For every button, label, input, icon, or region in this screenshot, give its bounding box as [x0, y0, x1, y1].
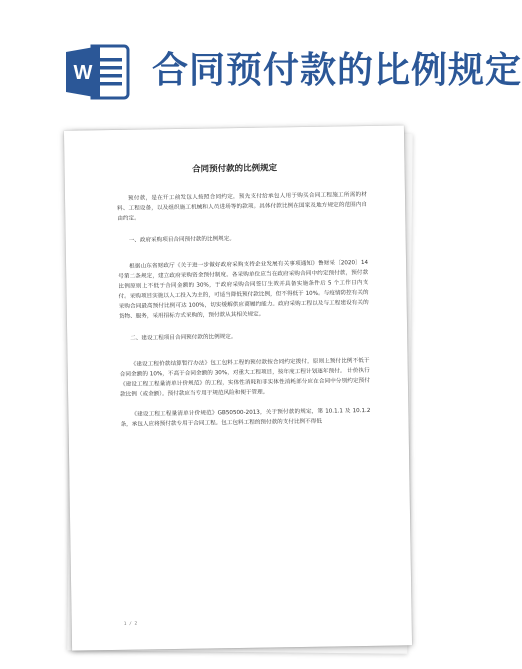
word-document-icon — [64, 42, 130, 102]
body-paragraph: 《建设工程工程量清单计价规范》GB50500-2013，关于预付款的规定，第 10.1.1 及 10.1.2 条，承包人应将预付款专用于合同工程。包工包料工程的预付款的支付比例不得低 — [120, 407, 371, 428]
word-logo-letter: W — [73, 62, 93, 84]
section-heading: 二、建设工程项目合同预付款的比例规定。 — [130, 334, 237, 342]
banner — [0, 0, 522, 125]
document-page — [64, 125, 412, 650]
document-title: 合同预付款的比例规定 — [191, 163, 278, 175]
banner-title: 合同预付款的比例规定 — [152, 50, 522, 91]
section-heading: 一、政府采购项目合同预付款的比例规定。 — [128, 236, 236, 244]
page-number: 1 / 2 — [123, 621, 138, 627]
body-paragraph: 《建设工程价款结算暂行办法》包工包料工程的预付款按合同约定拨付，原则上预付比例不低于合同金额的 10%，不高于合同金额的 30%，对重大工程项目，按年度工程计划逐年预付。 计价执行《建设工程工程量清单计价规范》的工程，实体性消耗和非实体性消耗部分应在合同中分别约定预付款比例（或金额）。预付款应当专用于规范风险和便于管理。 — [119, 357, 370, 398]
document-body — [117, 190, 371, 440]
body-paragraph: 预付款，是在开工前发包人按照合同约定，预先支付给承包人用于购买合同工程施工所需的材料、工程设备，以及组织施工机械和人员进场等的款项。具体付款比例在国家及地方规定的范围内自由约定。 — [117, 191, 368, 222]
body-paragraph: 根据山东省财政厅《关于进一步做好政府采购支持企业发展有关事项通知》鲁财采〔2020〕14 号第二条规定，建立政府采购资金预付制度。各采购单位应当在政府采购合同中约定预付款，预付款比例原则上不低于合同金额的 30%，于政府采购合同签订生效并具备实施条件后 5 个工作日内支付。采购项目实施以人工投入为主的，可适当降低预付款比例，但不得低于 10%。与疫情防控有关的采购合同最高预付比例可达 100%，切实缓解供应商履约能力。政府采购工程以及与工程建设有关的货物、服务，采用招标方式采购的，预付款从其相关规定。 — [118, 259, 369, 320]
